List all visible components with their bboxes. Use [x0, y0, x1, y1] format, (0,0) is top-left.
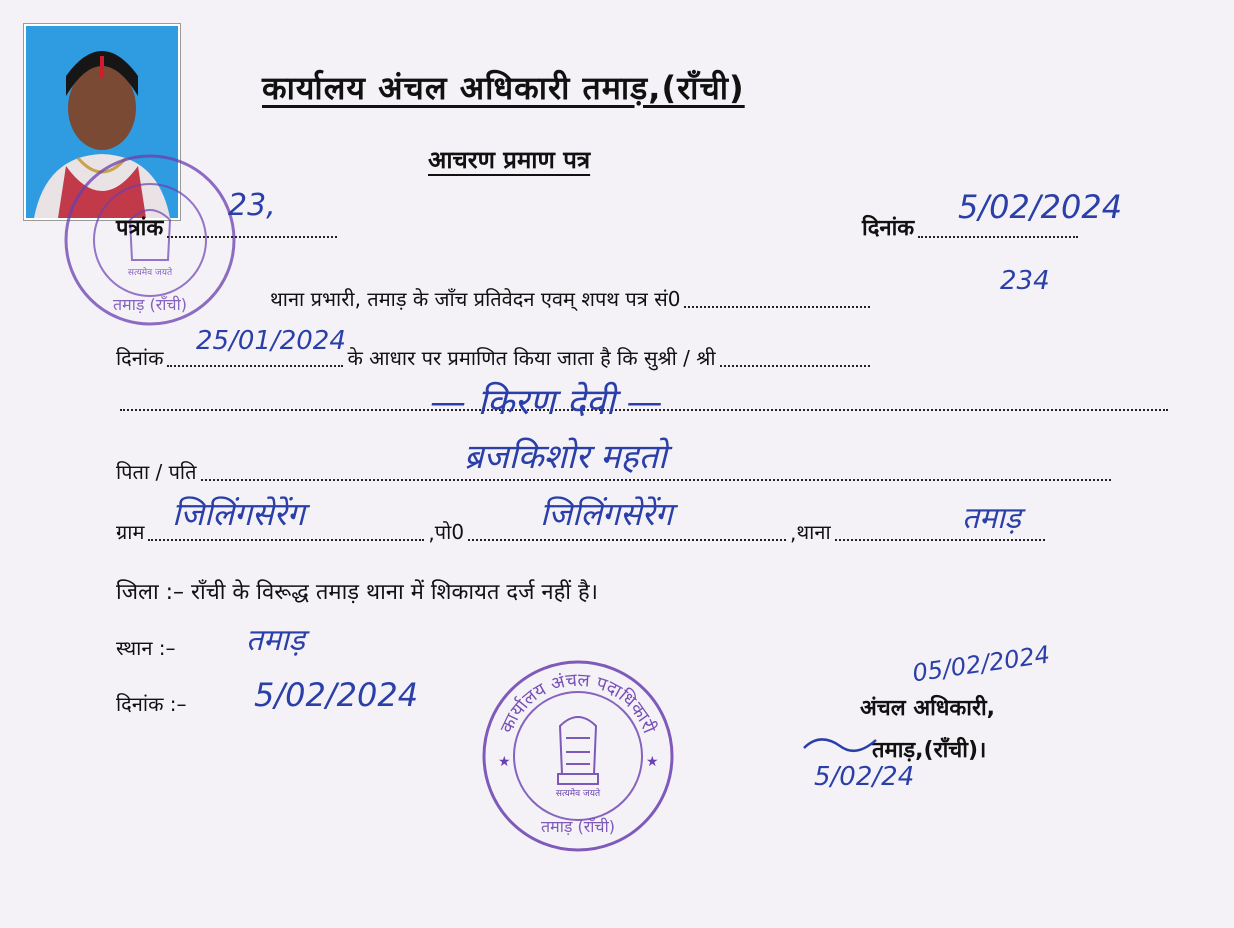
patrank-label: पत्रांक: [116, 216, 164, 241]
bottom-date-value: 5/02/2024: [254, 676, 419, 714]
district-line: जिला :– राँची के विरूद्ध तमाड़ थाना में शिकायत दर्ज नहीं है।: [116, 580, 598, 605]
star-left-icon: ★: [498, 754, 511, 770]
star-right-icon: ★: [646, 754, 659, 770]
applicant-name: — किरण देवी —: [430, 382, 663, 423]
thana-value: तमाड़: [962, 501, 1021, 536]
seal-bottom-place: तमाड़ (राँची): [541, 817, 615, 836]
bottom-date-line: [116, 690, 187, 717]
thana-label: थाना: [796, 520, 831, 544]
date-top-value: 5/02/2024: [958, 188, 1123, 226]
post-value: जिलिंगसेरेंग: [540, 495, 673, 533]
document-title: आचरण प्रमाण पत्र: [428, 146, 591, 174]
seal-bottom-text: तमाड़ (राँची): [113, 295, 187, 314]
date-basis-value: 25/01/2024: [196, 326, 346, 356]
officer-title: अंचल अधिकारी,: [860, 696, 996, 721]
report-line-text: थाना प्रभारी, तमाड़ के जाँच प्रतिवेदन एवम् शपथ पत्र सं0: [270, 287, 681, 311]
date-basis-dots: [167, 364, 343, 367]
seal-arc-text: कार्यालय अंचल पदाधिकारी: [496, 669, 660, 737]
office-title: कार्यालय अंचल अधिकारी तमाड़,(राँची): [262, 69, 745, 107]
date-basis-text: के आधार पर प्रमाणित किया जाता है कि सुश्री / श्री: [347, 346, 716, 370]
seal-motto: सत्यमेव जयते: [127, 268, 173, 278]
village-label: ग्राम: [116, 520, 145, 544]
address-line: ग्राम , पो0 , थाना: [116, 518, 1049, 545]
report-number: 234: [1000, 266, 1050, 296]
post-dots: [468, 538, 786, 541]
place-value: तमाड़: [246, 623, 305, 658]
date-top-dots: [918, 235, 1078, 238]
seal-bottom-motto: सत्यमेव जयते: [555, 789, 601, 799]
officer-place: तमाड़,(राँची)।: [872, 738, 987, 763]
patrank-value: 23,: [228, 188, 276, 223]
father-label: पिता / पति: [116, 460, 197, 484]
place-label: स्थान :–: [116, 636, 176, 660]
emblem-icon: [558, 717, 598, 784]
date-top-label: दिनांक: [862, 216, 915, 241]
office-seal-bottom: [478, 656, 678, 856]
father-name: ब्रजकिशोर महतो: [464, 437, 667, 477]
thana-dots: [835, 538, 1045, 541]
place-line: [116, 634, 176, 661]
father-dots: [201, 478, 1111, 481]
post-label: पो0: [434, 520, 465, 544]
report-line: [270, 285, 874, 312]
village-value: जिलिंगसेरेंग: [172, 495, 305, 533]
name-dots: [720, 364, 870, 367]
officer-sign-date: 05/02/2024: [910, 640, 1052, 688]
initial-date: 5/02/24: [814, 762, 915, 792]
bottom-date-label: दिनांक :–: [116, 692, 187, 716]
date-basis-label: दिनांक: [116, 346, 164, 370]
patrank-dots: [167, 235, 337, 238]
report-no-dots: [684, 305, 870, 308]
village-dots: [148, 538, 424, 541]
applicant-name-text: किरण देवी: [477, 382, 616, 423]
